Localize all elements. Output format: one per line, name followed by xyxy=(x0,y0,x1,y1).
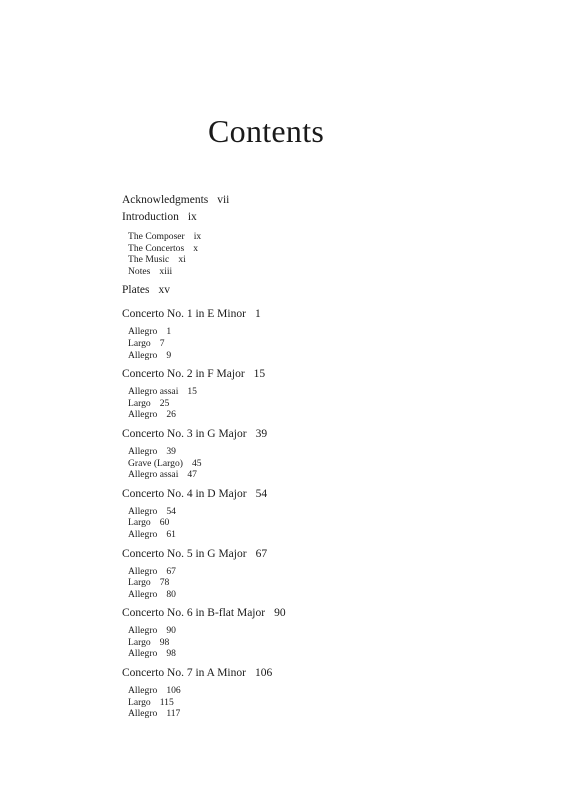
toc-entry-concerto xyxy=(122,306,542,323)
toc-entry-page: ix xyxy=(187,211,197,223)
toc-entry-label: Allegro xyxy=(128,588,158,600)
toc-entry-label: Largo xyxy=(128,636,151,648)
toc-entry-label: Allegro xyxy=(128,528,158,540)
introduction-subsections xyxy=(122,231,542,277)
toc-entry-page: 60 xyxy=(159,517,170,529)
toc-entry-label: Concerto No. 6 in B-flat Major xyxy=(122,607,266,620)
toc-entry-page: 54 xyxy=(166,505,176,517)
toc-entry-label: Notes xyxy=(128,265,151,277)
toc-entry-concerto xyxy=(122,486,542,503)
toc-entry-page: 115 xyxy=(159,696,174,708)
toc-entry-introduction xyxy=(122,209,542,226)
toc-subentry xyxy=(128,708,542,720)
toc-entry-page: 98 xyxy=(166,648,176,660)
toc-entry-label: Allegro xyxy=(128,625,158,637)
toc-entry-page: 106 xyxy=(166,685,181,697)
toc-entry-page: x xyxy=(193,242,199,254)
toc-entry-page: 39 xyxy=(255,427,268,440)
movement-list xyxy=(122,685,542,720)
toc-entry-page: 39 xyxy=(166,445,176,457)
toc-entry-label: Allegro assai xyxy=(128,386,179,398)
movement-list xyxy=(122,386,542,421)
toc-subentry xyxy=(128,326,542,338)
table-of-contents xyxy=(122,192,542,725)
toc-entry-page: 54 xyxy=(255,487,268,500)
movement-list xyxy=(122,625,542,660)
toc-subentry xyxy=(128,625,542,637)
toc-subentry xyxy=(128,231,542,243)
toc-entry-label: Concerto No. 7 in A Minor xyxy=(122,667,246,680)
toc-subentry xyxy=(128,398,542,410)
toc-entry-label: Concerto No. 3 in G Major xyxy=(122,427,247,440)
toc-subentry xyxy=(128,648,542,660)
toc-subentry xyxy=(128,506,542,518)
toc-entry-page: 45 xyxy=(191,457,202,469)
toc-entry-page: 80 xyxy=(166,588,176,600)
toc-subentry xyxy=(128,566,542,578)
toc-entry-label: Introduction xyxy=(122,211,179,223)
toc-entry-page: 26 xyxy=(166,409,176,421)
movement-list xyxy=(122,506,542,541)
toc-entry-page: 25 xyxy=(159,397,170,409)
toc-entry-label: The Composer xyxy=(128,231,185,242)
toc-entry-label: Largo xyxy=(128,577,151,589)
toc-subentry xyxy=(128,577,542,589)
toc-entry-plates xyxy=(122,282,542,299)
toc-subentry xyxy=(128,409,542,421)
toc-entry-label: Grave (Largo) xyxy=(128,457,183,469)
toc-entry-label: Allegro xyxy=(128,326,158,338)
toc-subentry xyxy=(128,469,542,481)
toc-entry-label: Largo xyxy=(128,696,151,708)
toc-subentry xyxy=(128,254,542,266)
toc-entry-page: 15 xyxy=(253,368,266,381)
toc-entry-label: Concerto No. 2 in F Major xyxy=(122,368,245,381)
concerto-list xyxy=(122,306,542,719)
toc-subentry xyxy=(128,243,542,255)
movement-list xyxy=(122,566,542,601)
toc-entry-label: Largo xyxy=(128,337,151,349)
toc-entry-page: 117 xyxy=(166,708,181,720)
toc-entry-page: 61 xyxy=(166,528,176,540)
toc-entry-label: Largo xyxy=(128,397,151,409)
toc-entry-label: Plates xyxy=(122,284,150,297)
toc-entry-page: 1 xyxy=(166,326,172,338)
toc-subentry xyxy=(128,589,542,601)
toc-subentry xyxy=(128,685,542,697)
toc-entry-page: xi xyxy=(178,254,186,266)
toc-entry-page: 1 xyxy=(254,308,261,321)
toc-entry-page: vii xyxy=(217,194,230,206)
toc-subentry xyxy=(128,350,542,362)
toc-entry-page: 7 xyxy=(159,337,165,349)
toc-subentry xyxy=(128,458,542,470)
toc-entry-page: xiii xyxy=(159,265,173,277)
toc-entry-concerto xyxy=(122,426,542,443)
toc-subentry xyxy=(128,637,542,649)
toc-subentry xyxy=(128,697,542,709)
toc-entry-page: ix xyxy=(193,231,202,242)
toc-subentry xyxy=(128,338,542,350)
toc-entry-page: 98 xyxy=(159,636,170,648)
toc-entry-label: Concerto No. 4 in D Major xyxy=(122,487,247,500)
toc-entry-concerto xyxy=(122,665,542,682)
movement-list xyxy=(122,326,542,361)
toc-entry-label: Concerto No. 5 in G Major xyxy=(122,547,247,560)
toc-entry-label: Acknowledgments xyxy=(122,194,209,206)
toc-entry-page: 78 xyxy=(159,577,170,589)
toc-entry-label: Allegro xyxy=(128,409,158,421)
toc-entry-label: Allegro xyxy=(128,648,158,660)
toc-entry-page: 90 xyxy=(166,625,176,637)
toc-entry-page: 67 xyxy=(255,547,268,560)
toc-entry-page: 9 xyxy=(166,349,172,361)
toc-subentry xyxy=(128,386,542,398)
toc-entry-label: Allegro xyxy=(128,708,158,720)
toc-entry-label: Allegro xyxy=(128,505,158,517)
toc-entry-label: Allegro xyxy=(128,685,158,697)
toc-subentry xyxy=(128,517,542,529)
movement-list xyxy=(122,446,542,481)
toc-entry-label: The Concertos xyxy=(128,242,185,254)
toc-entry-label: Largo xyxy=(128,517,151,529)
toc-entry-acknowledgments xyxy=(122,192,542,209)
toc-subentry xyxy=(128,266,542,278)
toc-entry-label: Allegro xyxy=(128,349,158,361)
toc-entry-page: 67 xyxy=(166,565,176,577)
toc-entry-concerto xyxy=(122,366,542,383)
toc-entry-page: 15 xyxy=(187,386,197,398)
toc-entry-concerto xyxy=(122,546,542,563)
toc-entry-label: The Music xyxy=(128,254,170,266)
toc-subentry xyxy=(128,529,542,541)
toc-entry-page: 106 xyxy=(254,667,273,680)
toc-entry-concerto xyxy=(122,605,542,622)
page-title: Contents xyxy=(208,113,325,149)
toc-entry-page: 90 xyxy=(274,607,286,620)
toc-entry-label: Allegro assai xyxy=(128,469,179,481)
toc-subentry xyxy=(128,446,542,458)
toc-entry-label: Allegro xyxy=(128,565,158,577)
toc-entry-page: 47 xyxy=(187,469,197,481)
toc-entry-label: Concerto No. 1 in E Minor xyxy=(122,308,246,321)
toc-entry-label: Allegro xyxy=(128,445,158,457)
toc-entry-page: xv xyxy=(158,284,170,297)
